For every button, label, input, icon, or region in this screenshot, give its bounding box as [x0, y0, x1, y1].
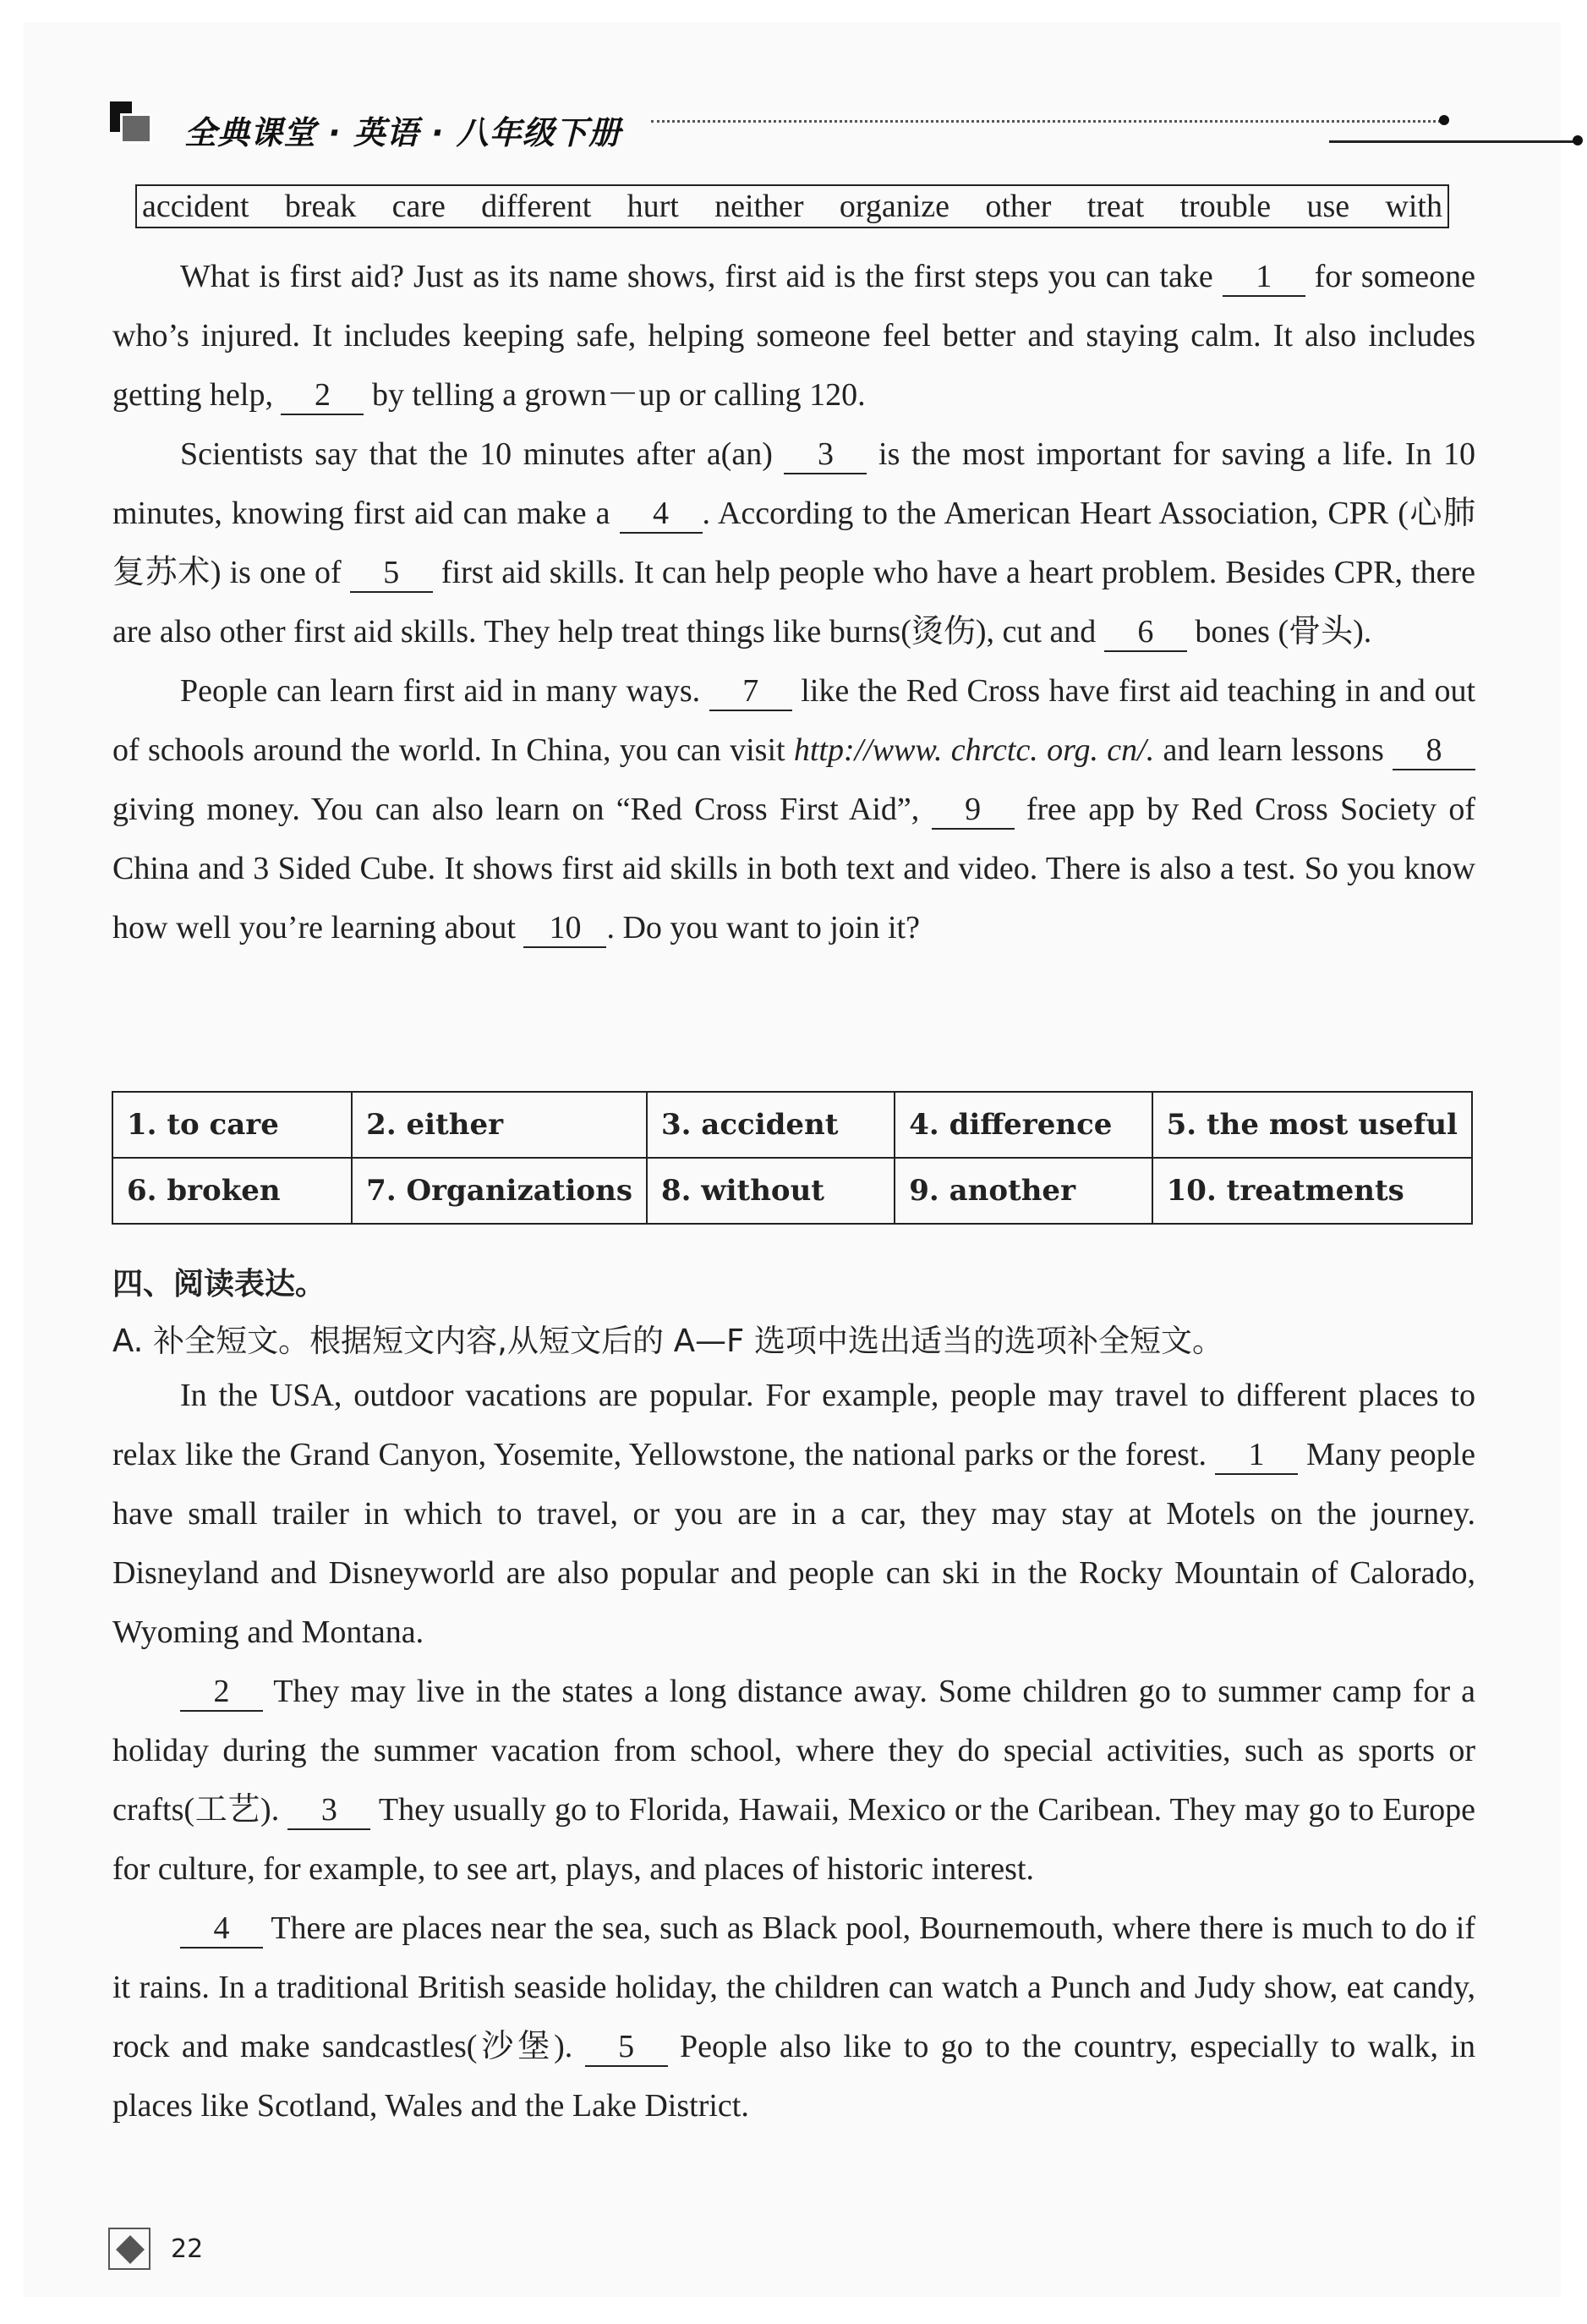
- word-bank-item: neither: [714, 189, 804, 224]
- answer-cell: 5. the most useful: [1152, 1092, 1472, 1158]
- blank-9: 9: [932, 791, 1015, 830]
- word-bank-item: treat: [1086, 189, 1145, 224]
- word-bank-item: break: [284, 189, 357, 224]
- table-row: [112, 1092, 1472, 1158]
- answer-cell: 9. another: [895, 1158, 1152, 1224]
- text: giving money. You can also learn on “Red Cross First Aid”,: [112, 792, 920, 827]
- blank-10: 10: [523, 909, 606, 948]
- page-number: 22: [171, 2234, 204, 2264]
- header-dotted-rule: [651, 120, 1446, 123]
- blank-8: 8: [1393, 732, 1475, 770]
- text: first aid skills. It can help people who have a heart problem. Besides CPR, there are also other first aid skills. They help treat things like burns(烫伤), cut and: [112, 555, 1475, 650]
- passage-vacations: [112, 1366, 1475, 2135]
- header-dot: [1573, 135, 1583, 145]
- word-bank-item: accident: [142, 189, 249, 224]
- text: like the Red Cross have first aid teaching in and out of schools around the world. In China, you can visit: [112, 673, 1476, 768]
- paragraph: [112, 661, 1475, 957]
- text: . According to the American Heart Association, CPR (心肺复苏术) is one of: [112, 496, 1475, 590]
- text: There are places near the sea, such as Black pool, Bournemouth, where there is much to do if it rains. In a traditional British seaside holiday, the children can watch a Punch and Judy show, eat candy, rock and make sandcastles(沙堡).: [112, 1910, 1475, 2064]
- text: Many people have small trailer in which to travel, or you are in a car, they may stay at Motels on the journey. Disneyland and Disneyworld are also popular and people can ski in the Rocky Mountain of Calorado, Wyoming and Montana.: [112, 1437, 1476, 1650]
- paragraph: [112, 1662, 1475, 1899]
- answer-cell: 2. either: [352, 1092, 647, 1158]
- text: for someone who’s injured. It includes keeping safe, helping someone feel better and staying calm. It also includes getting help,: [112, 259, 1476, 413]
- text: free app by Red Cross Society of China and 3 Sided Cube. It shows first aid skills in both text and video. There is also a test. So you know how well you’re learning about: [112, 792, 1475, 945]
- answer-cell: 8. without: [647, 1158, 895, 1224]
- paragraph: [112, 425, 1475, 661]
- blank-1: 1: [1223, 258, 1305, 297]
- answer-cell: 7. Organizations: [352, 1158, 647, 1224]
- blank-6: 6: [1104, 613, 1187, 652]
- page-header: [110, 101, 1475, 152]
- table-row: [112, 1158, 1472, 1224]
- word-bank-item: organize: [839, 189, 950, 224]
- answer-table: [112, 1091, 1473, 1225]
- text: What is first aid? Just as its name shows, first aid is the first steps you can take: [180, 259, 1213, 294]
- header-solid-rule: [1329, 140, 1574, 143]
- text: Scientists say that the 10 minutes after a(an): [180, 436, 773, 472]
- word-bank-item: hurt: [627, 189, 679, 224]
- answer-cell: 6. broken: [112, 1158, 352, 1224]
- section-title: 四、阅读表达。: [112, 1267, 326, 1302]
- blank-2: 2: [281, 376, 364, 415]
- page-footer: [108, 2228, 328, 2278]
- blank-4: 4: [620, 495, 703, 534]
- paragraph: [112, 1899, 1475, 2135]
- blank-1: 1: [1215, 1436, 1298, 1475]
- diamond-icon: [108, 2228, 150, 2270]
- answer-cell: 4. difference: [895, 1092, 1152, 1158]
- text: They usually go to Florida, Hawaii, Mexico or the Caribean. They may go to Europe for culture, for example, to see art, plays, and places of historic interest.: [112, 1792, 1475, 1887]
- header-title: 全典课堂 · 英语 · 八年级下册: [184, 114, 621, 151]
- header-dot: [1439, 115, 1449, 125]
- paragraph: [112, 1366, 1475, 1662]
- text: They may live in the states a long distance away. Some children go to summer camp for a holiday during the summer vacation from school, where they do special activities, such as sports or crafts(工艺).: [112, 1674, 1475, 1828]
- word-bank-item: care: [391, 189, 446, 224]
- blank-2: 2: [180, 1673, 263, 1712]
- word-bank-item: with: [1385, 189, 1442, 224]
- text: In the USA, outdoor vacations are popular. For example, people may travel to different places to relax like the Grand Canyon, Yosemite, Yellowstone, the national parks or the forest.: [112, 1378, 1475, 1472]
- passage-first-aid: [112, 247, 1475, 957]
- paragraph: [112, 247, 1475, 425]
- url-link[interactable]: http://www. chrctc. org. cn/.: [793, 732, 1155, 768]
- word-bank-item: trouble: [1179, 189, 1272, 224]
- blank-5: 5: [585, 2028, 668, 2067]
- section-subtitle: A. 补全短文。根据短文内容,从短文后的 A—F 选项中选出适当的选项补全短文。: [112, 1323, 1224, 1359]
- text: People can learn first aid in many ways.: [180, 673, 701, 709]
- blank-5: 5: [350, 554, 433, 593]
- answer-cell: 10. treatments: [1152, 1158, 1472, 1224]
- blank-7: 7: [709, 672, 792, 711]
- text: People also like to go to the country, especially to walk, in places like Scotland, Wales and the Lake District.: [112, 2029, 1475, 2124]
- blank-4: 4: [180, 1910, 263, 1949]
- word-bank-item: other: [985, 189, 1052, 224]
- word-bank-item: different: [481, 189, 592, 224]
- blank-3: 3: [784, 436, 867, 474]
- answer-cell: 3. accident: [647, 1092, 895, 1158]
- word-bank-item: use: [1306, 189, 1350, 224]
- answer-cell: 1. to care: [112, 1092, 352, 1158]
- text: and learn lessons: [1163, 732, 1384, 768]
- text: bones (骨头).: [1195, 614, 1372, 650]
- word-bank: [135, 184, 1449, 228]
- text: . Do you want to join it?: [606, 910, 920, 945]
- book-logo-icon: [110, 101, 154, 145]
- text: is the most important for saving a life. In 10 minutes, knowing first aid can make a: [112, 436, 1475, 531]
- blank-3: 3: [287, 1791, 370, 1830]
- text: by telling a grown－up or calling 120.: [371, 377, 866, 413]
